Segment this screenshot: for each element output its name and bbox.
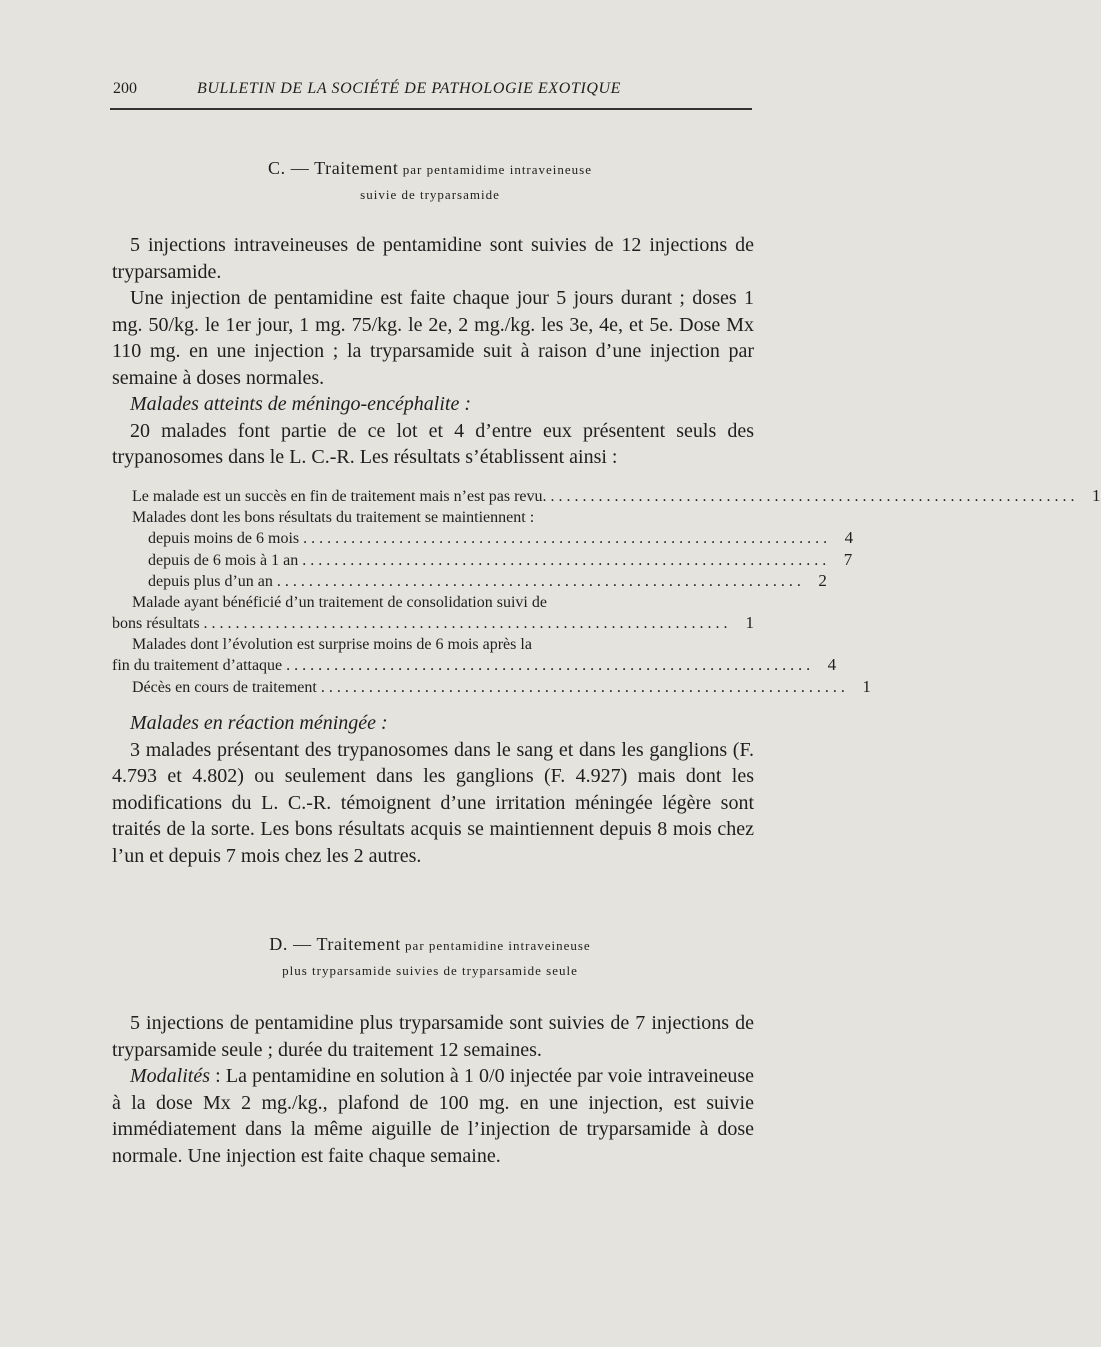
section-c-subheading-2: Malades en réaction méningée : <box>130 712 388 734</box>
running-title: BULLETIN DE LA SOCIÉTÉ DE PATHOLOGIE EXOTIQUE <box>197 80 622 97</box>
page-header <box>113 80 753 104</box>
list-item: Malade ayant bénéficié d’un traitement de consolidation suivi de <box>132 593 547 611</box>
section-d-body <box>112 1010 754 1169</box>
modalites-label: Modalités <box>130 1065 210 1087</box>
section-d-title-first: Traitement <box>316 934 401 954</box>
header-rule <box>110 108 752 110</box>
section-d-heading <box>110 934 750 979</box>
section-c-para3: 20 malades font partie de ce lot et 4 d’entre eux présentent seuls des trypanosomes dans le L. C.-R. Les résultats s’établissent ainsi : <box>112 419 754 468</box>
section-d-para2: Modalités : La pentamidine en solution à 1 0/0 injectée par voie intraveineuse à la dose Mx 2 mg./kg., plafond de 100 mg. en une injection, est suivie immédiatement dans la même aiguille de l’injection de tryparsamide à dose normale. Une injection est faite chaque semaine. <box>112 1065 754 1167</box>
results-list <box>112 486 1101 698</box>
list-item: depuis plus d’un an . . . 2 <box>112 571 754 593</box>
list-item: fin du traitement d’attaque . . . 4 <box>112 655 754 677</box>
list-item: Le malade est un succès en fin de traitement mais n’est pas revu. . . . 1 <box>112 486 754 508</box>
section-c-title-line2: suivie de tryparsamide <box>360 187 500 202</box>
list-item: Malades dont l’évolution est surprise moins de 6 mois après la <box>132 635 532 653</box>
section-d-para1: 5 injections de pentamidine plus tryparsamide sont suivies de 7 injections de tryparsamide seule ; durée du traitement 12 semaines. <box>112 1012 754 1061</box>
list-item: depuis moins de 6 mois . . . 4 <box>112 528 754 550</box>
list-item: depuis de 6 mois à 1 an . . . 7 <box>112 550 754 572</box>
list-item: bons résultats . . . 1 <box>112 613 754 635</box>
section-d-label: D. — <box>269 934 317 954</box>
section-c-label: C. — <box>267 158 315 178</box>
section-c-body-bottom <box>112 710 754 869</box>
section-d-title-rest: par pentamidine intraveineuse <box>400 938 591 953</box>
section-c-para2: Une injection de pentamidine est faite chaque jour 5 jours durant ; doses 1 mg. 50/kg. le 1er jour, 1 mg. 75/kg. le 2e, 2 mg./kg. les 3e, 4e, et 5e. Dose Mx 110 mg. en une injection ; la tryparsamide suit à raison d’une injection par semaine à doses normales. <box>112 287 754 389</box>
section-c-para1: 5 injections intraveineuses de pentamidine sont suivies de 12 injections de tryparsamide. <box>112 234 754 283</box>
section-c-para4: 3 malades présentant des trypanosomes dans le sang et dans les ganglions (F. 4.793 et 4.802) ou seulement dans les ganglions (F. 4.927) mais dont les modifications du L. C.-R. témoignent d’une irritation méningée légère sont traités de la sorte. Les bons résultats acquis se maintiennent depuis 8 mois chez l’un et depuis 7 mois chez les 2 autres. <box>112 738 754 867</box>
list-item: Malades dont les bons résultats du traitement se maintiennent : <box>132 508 535 526</box>
section-c-subheading-1: Malades atteints de méningo-encéphalite : <box>130 393 472 415</box>
section-c-heading <box>110 158 750 203</box>
section-c-body-top <box>112 232 754 471</box>
list-item: Décès en cours de traitement . . . 1 <box>112 677 754 699</box>
section-c-title-rest: par pentamidime intraveineuse <box>398 162 593 177</box>
page-number: 200 <box>113 80 137 97</box>
section-c-title-first: Traitement <box>314 158 399 178</box>
section-d-title-line2: plus tryparsamide suivies de tryparsamide seule <box>282 963 578 978</box>
